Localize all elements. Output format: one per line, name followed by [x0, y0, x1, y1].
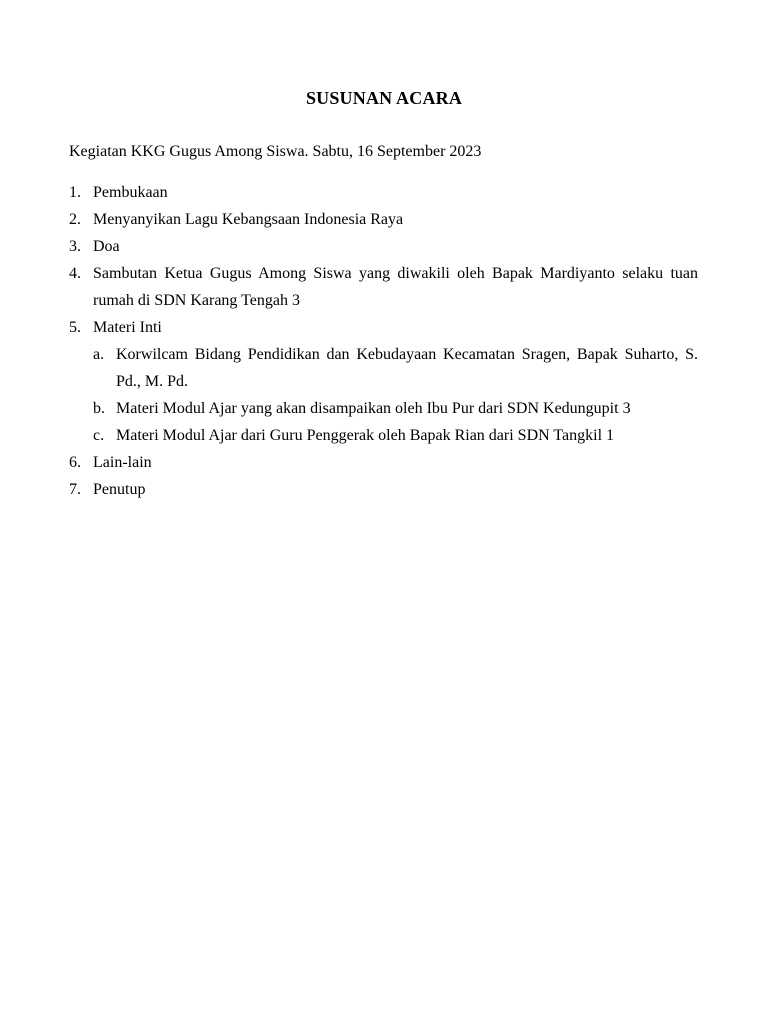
agenda-item — [69, 260, 698, 314]
agenda-subitem — [93, 341, 698, 395]
agenda-subitem-text: Korwilcam Bidang Pendidikan dan Kebudayaan Kecamatan Sragen, Bapak Suharto, S. Pd., M. Pd. — [116, 346, 698, 390]
agenda-list — [69, 179, 698, 503]
agenda-subitem-letter: b. — [93, 400, 105, 417]
agenda-subitem-letter: c. — [93, 427, 105, 444]
agenda-item-number: 4. — [69, 265, 81, 282]
agenda-subitem — [93, 422, 698, 449]
page-title: SUSUNAN ACARA — [305, 88, 463, 108]
agenda-item-text: Pembukaan — [93, 184, 168, 201]
agenda-item — [69, 179, 698, 206]
agenda-subitem-letter: a. — [93, 346, 105, 363]
agenda-sublist — [93, 341, 698, 449]
agenda-item-text: Sambutan Ketua Gugus Among Siswa yang diwakili oleh Bapak Mardiyanto selaku tuan rumah di SDN Karang Tengah 3 — [93, 265, 698, 309]
agenda-item-text: Penutup — [93, 481, 146, 498]
agenda-item-number: 3. — [69, 238, 81, 255]
agenda-item-text: Materi Inti — [93, 319, 162, 336]
agenda-item-text: Lain-lain — [93, 454, 152, 471]
agenda-item-number: 6. — [69, 454, 81, 471]
agenda-item-number: 2. — [69, 211, 81, 228]
agenda-item-text: Doa — [93, 238, 120, 255]
agenda-item-number: 7. — [69, 481, 81, 498]
agenda-subitem — [93, 395, 698, 422]
agenda-item — [69, 476, 698, 503]
agenda-item — [69, 314, 698, 449]
agenda-subitem-text: Materi Modul Ajar dari Guru Penggerak oleh Bapak Rian dari SDN Tangkil 1 — [116, 427, 615, 444]
agenda-item — [69, 206, 698, 233]
event-subtitle: Kegiatan KKG Gugus Among Siswa. Sabtu, 16 September 2023 — [69, 143, 482, 160]
agenda-item — [69, 233, 698, 260]
agenda-item-text: Menyanyikan Lagu Kebangsaan Indonesia Raya — [93, 211, 404, 228]
agenda-subitem-text: Materi Modul Ajar yang akan disampaikan oleh Ibu Pur dari SDN Kedungupit 3 — [116, 400, 631, 417]
agenda-item-number: 5. — [69, 319, 81, 336]
agenda-item-number: 1. — [69, 184, 81, 201]
agenda-item — [69, 449, 698, 476]
